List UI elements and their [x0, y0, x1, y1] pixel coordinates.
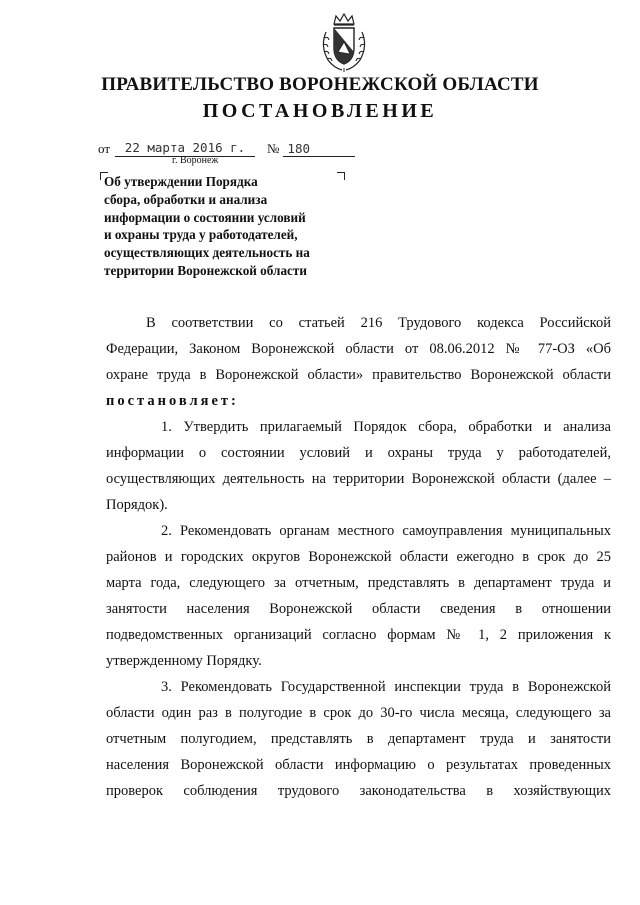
body-line: информации о состоянии условий и охраны труда у работодателей,	[106, 445, 611, 461]
subject-line: и охраны труда у работодателей,	[104, 227, 298, 243]
document-subject	[104, 173, 354, 280]
body-line: населения Воронежской области информацию о результатах проведенных	[106, 757, 611, 773]
body-line: подведомственных организаций согласно формам № 1, 2 приложения к	[106, 627, 611, 643]
number-label: №	[267, 141, 280, 156]
subject-line: осуществляющих деятельность на	[104, 245, 310, 261]
body-line: области один раз в полугодие в срок до 30-го числа месяца, следующего за	[106, 705, 611, 721]
subject-line: сбора, обработки и анализа	[104, 191, 268, 207]
number-field: 180	[283, 141, 355, 157]
body-line: осуществляющих деятельность на территории Воронежской области (далее –	[106, 471, 611, 487]
body-line: проверок соблюдения трудового законодательства в хозяйствующих	[106, 783, 611, 799]
document-type-title: ПОСТАНОВЛЕНИЕ	[202, 100, 438, 122]
decree-word: постановляет:	[106, 393, 239, 409]
subject-line: информации о состоянии условий	[104, 209, 306, 225]
document-body	[106, 310, 611, 804]
body-line: марта года, следующего за отчетным, представлять в департамент труда и	[106, 575, 611, 591]
body-line: утвержденному Порядку.	[106, 653, 262, 669]
subject-line: Об утверждении Порядка	[104, 174, 258, 189]
government-title: ПРАВИТЕЛЬСТВО ВОРОНЕЖСКОЙ ОБЛАСТИ	[101, 74, 539, 95]
body-line: районов и городских округов Воронежской области ежегодно в срок до 25	[106, 549, 611, 565]
body-line: Порядок).	[106, 497, 168, 513]
body-line: охране труда в Воронежской области» правительство Воронежской области	[106, 367, 611, 383]
registration-line	[98, 140, 355, 158]
date-field: 22 марта 2016 г.	[115, 140, 255, 157]
coat-of-arms-icon	[312, 10, 376, 74]
body-line: отчетным полугодием, представлять в департамент труда и занятости	[106, 731, 611, 747]
body-line: 1. Утвердить прилагаемый Порядок сбора, обработки и анализа	[161, 419, 611, 435]
body-line: 3. Рекомендовать Государственной инспекции труда в Воронежской	[161, 679, 611, 695]
date-from-label: от	[98, 141, 111, 156]
subject-line: территории Воронежской области	[104, 262, 307, 278]
city-label: г. Воронеж	[172, 155, 219, 166]
body-line: занятости населения Воронежской области сведения в отношении	[106, 601, 611, 617]
body-line: Федерации, Законом Воронежской области от 08.06.2012 № 77-ОЗ «Об	[106, 341, 611, 357]
body-line: 2. Рекомендовать органам местного самоуправления муниципальных	[161, 523, 611, 539]
body-line: В соответствии со статьей 216 Трудового кодекса Российской	[146, 315, 611, 331]
